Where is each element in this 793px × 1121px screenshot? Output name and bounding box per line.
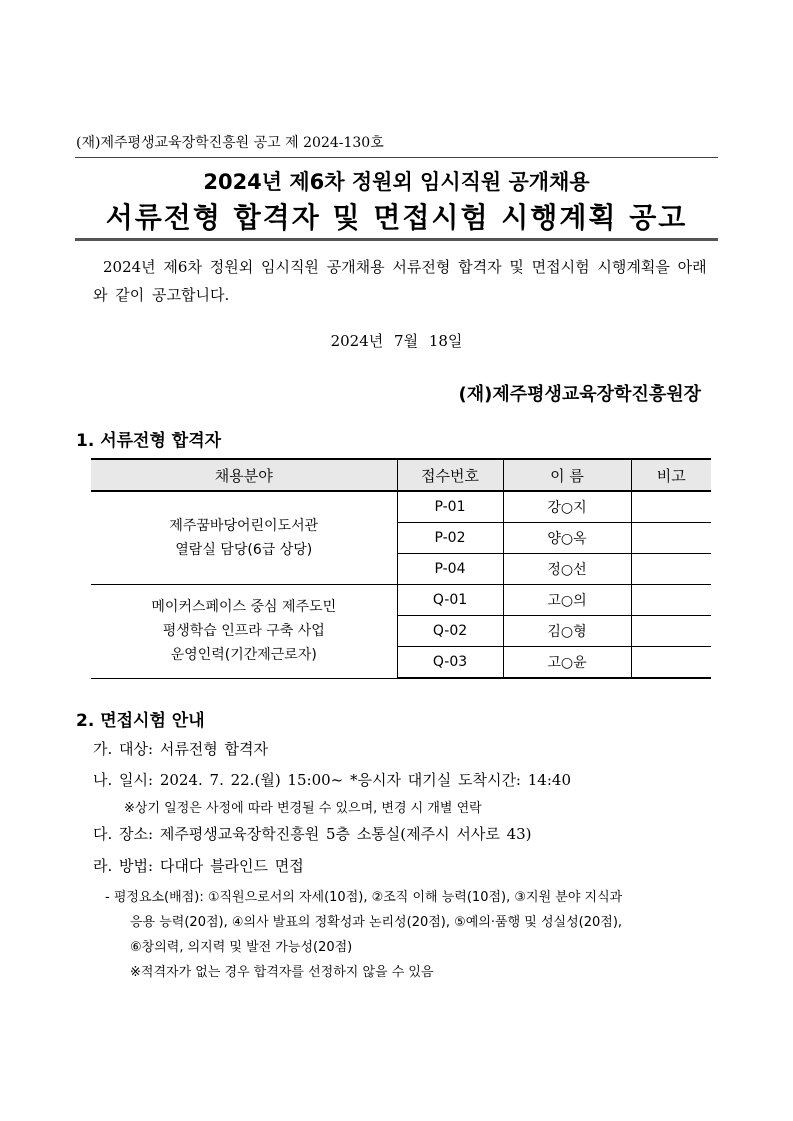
table-row bbox=[91, 491, 711, 523]
receipt-number-cell: P-02 bbox=[397, 523, 503, 554]
col-header-number: 접수번호 bbox=[397, 459, 503, 491]
top-rule bbox=[75, 157, 718, 158]
receipt-number-cell: P-01 bbox=[397, 491, 503, 523]
interview-place: 다. 장소: 제주평생교육장학진흥원 5층 소통실(제주시 서사로 43) bbox=[93, 825, 532, 843]
name-cell: 강○지 bbox=[503, 491, 631, 523]
field-line: 평생학습 인프라 구축 사업 bbox=[162, 623, 325, 640]
receipt-number-cell: Q-02 bbox=[397, 616, 503, 647]
intro-paragraph: 2024년 제6차 정원외 임시직원 공개채용 서류전형 합격자 및 면접시험 시행계획을 아래와 같이 공고합니다. bbox=[93, 258, 707, 304]
note-cell bbox=[631, 523, 711, 554]
field-cell bbox=[91, 491, 397, 585]
title-rule bbox=[75, 238, 718, 241]
name-cell: 김○형 bbox=[503, 616, 631, 647]
name-cell: 정○선 bbox=[503, 554, 631, 585]
field-line: 메이커스페이스 중심 제주도민 bbox=[151, 599, 337, 616]
note-cell bbox=[631, 491, 711, 523]
evaluation-criteria bbox=[105, 885, 723, 985]
name-cell: 양○옥 bbox=[503, 523, 631, 554]
name-cell: 고○의 bbox=[503, 585, 631, 616]
note-cell bbox=[631, 647, 711, 679]
interview-datetime: 나. 일시: 2024. 7. 22.(월) 15:00~ *응시자 대기실 도착시간: 14:40 bbox=[93, 771, 571, 789]
field-cell bbox=[91, 585, 397, 679]
field-line: 운영인력(기간제근로자) bbox=[170, 647, 317, 664]
note-cell bbox=[631, 585, 711, 616]
title-line-1: 2024년 제6차 정원외 임시직원 공개채용 bbox=[203, 170, 590, 194]
issuer-name: (재)제주평생교육장학진흥원장 bbox=[458, 384, 701, 405]
criteria-note: ※적격자가 없는 경우 합격자를 선정하지 않을 수 있음 bbox=[130, 965, 434, 980]
interview-method: 라. 방법: 다대다 블라인드 면접 bbox=[93, 857, 304, 875]
field-line: 열람실 담당(6급 상당) bbox=[175, 542, 313, 558]
note-cell bbox=[631, 616, 711, 647]
note-cell bbox=[631, 554, 711, 585]
notice-number: (재)제주평생교육장학진흥원 공고 제 2024-130호 bbox=[76, 135, 384, 151]
col-header-name: 이 름 bbox=[503, 459, 631, 491]
criteria-line: - 평정요소(배점): ①직원으로서의 자세(10점), ②조직 이해 능력(10점), ③지원 분야 지식과 bbox=[105, 890, 623, 905]
section2-title: 2. 면접시험 안내 bbox=[76, 711, 205, 731]
datetime-note: ※상기 일정은 사정에 따라 변경될 수 있으며, 변경 시 개별 연락 bbox=[124, 801, 482, 816]
receipt-number-cell: Q-01 bbox=[397, 585, 503, 616]
section1-title: 1. 서류전형 합격자 bbox=[76, 431, 222, 451]
applicants-table bbox=[91, 458, 711, 679]
criteria-line: ⑥창의력, 의지력 및 발전 가능성(20점) bbox=[130, 940, 353, 955]
table-row bbox=[91, 585, 711, 616]
col-header-field: 채용분야 bbox=[91, 459, 397, 491]
table-header-row bbox=[91, 459, 711, 491]
receipt-number-cell: Q-03 bbox=[397, 647, 503, 679]
interview-target: 가. 대상: 서류전형 합격자 bbox=[93, 740, 269, 758]
receipt-number-cell: P-04 bbox=[397, 554, 503, 585]
notice-date: 2024년 7월 18일 bbox=[330, 332, 463, 350]
field-line: 제주꿈바당어린이도서관 bbox=[169, 518, 319, 534]
col-header-note: 비고 bbox=[631, 459, 711, 491]
title-line-2: 서류전형 합격자 및 면접시험 시행계획 공고 bbox=[105, 201, 688, 234]
criteria-line: 응용 능력(20점), ④의사 발표의 정확성과 논리성(20점), ⑤예의·품행 및 성실성(20점), bbox=[130, 915, 623, 930]
name-cell: 고○윤 bbox=[503, 647, 631, 679]
